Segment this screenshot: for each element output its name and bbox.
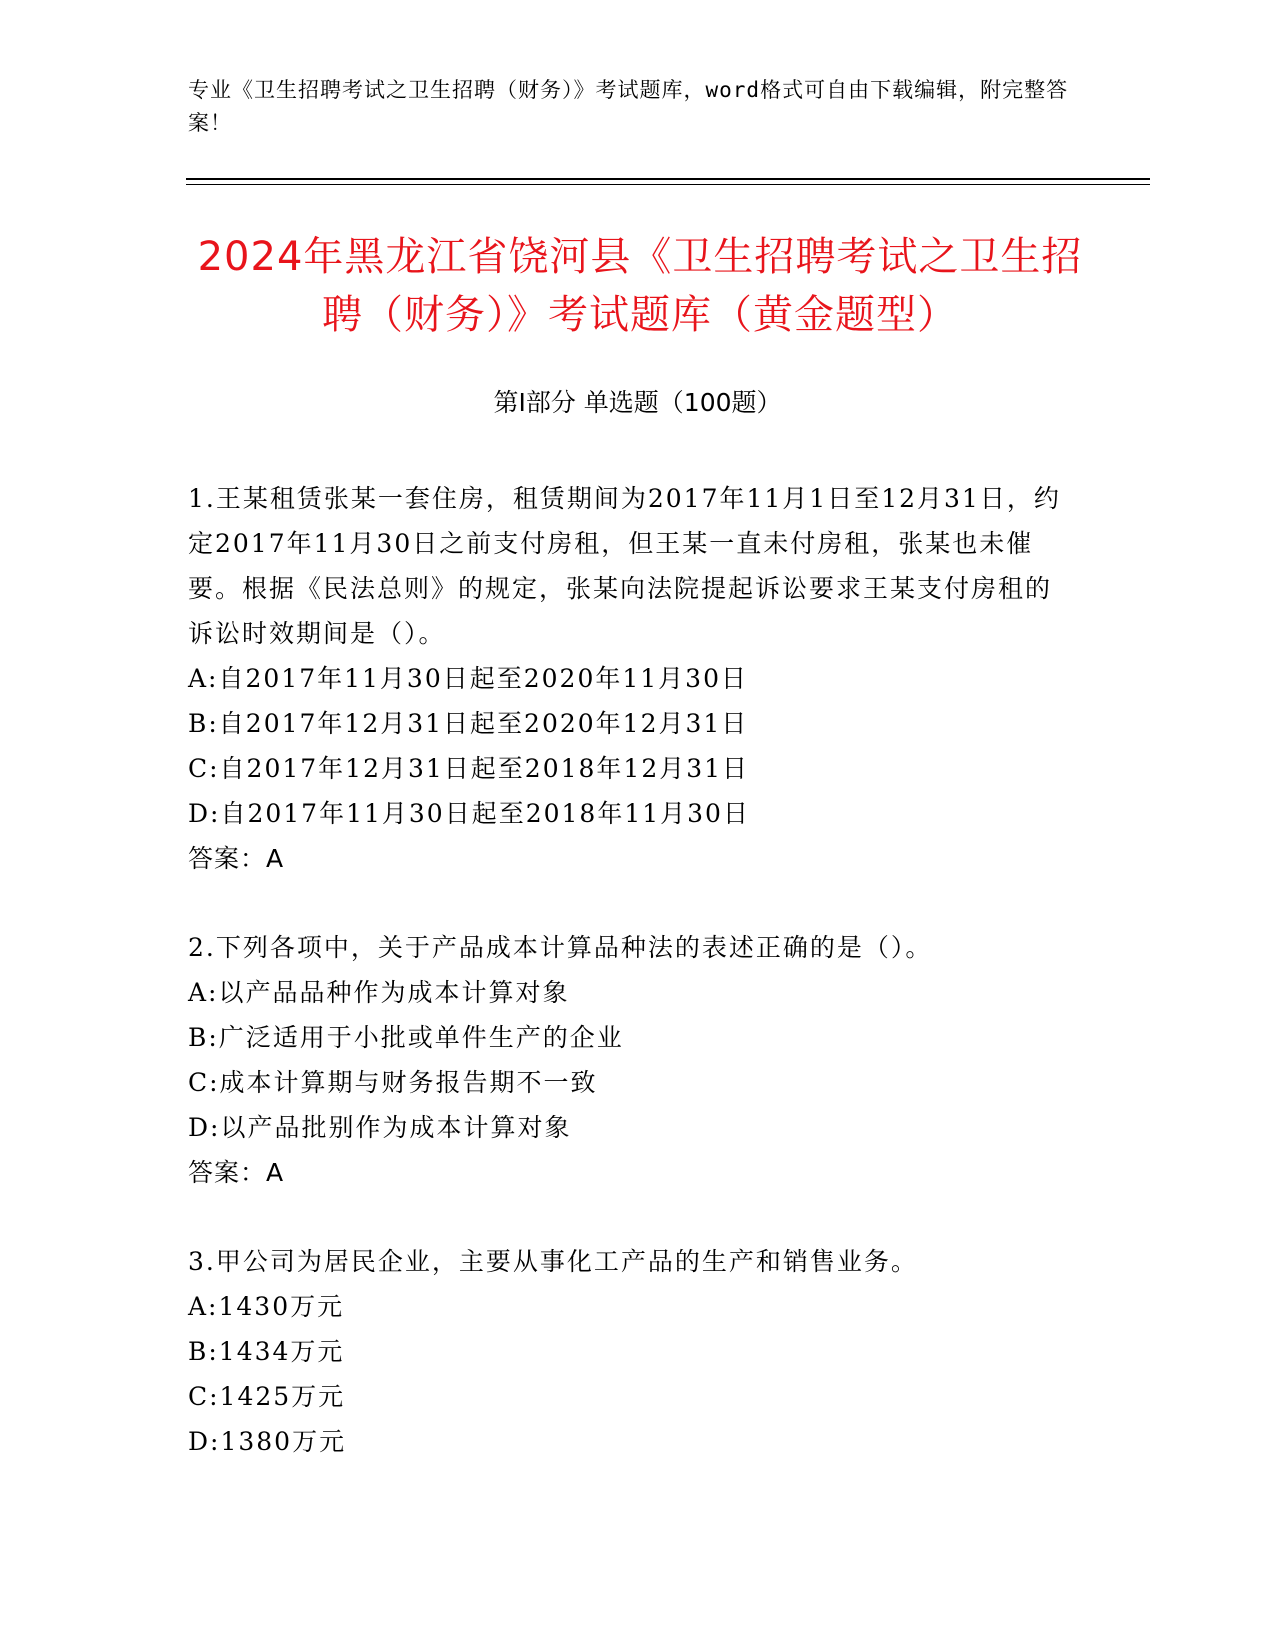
question-stem: 1.王某租赁张某一套住房，租赁期间为2017年11月1日至12月31日，约定2017年11月30日之前支付房租，但王某一直未付房租，张某也未催要。根据《民法总则》的规定，张某向法院提起诉讼要求王某支付房租的诉讼时效期间是（）。 <box>188 484 1061 648</box>
option-d: D:自2017年11月30日起至2018年11月30日 <box>188 799 750 828</box>
option-a: A:自2017年11月30日起至2020年11月30日 <box>188 664 748 693</box>
answer-line: 答案：A <box>188 844 285 873</box>
header-rule-thick <box>186 178 1150 180</box>
question-list <box>188 476 1078 1508</box>
option-a: A:1430万元 <box>188 1292 345 1321</box>
header-note: 专业《卫生招聘考试之卫生招聘（财务）》考试题库，word格式可自由下载编辑，附完整答案！ <box>188 78 1069 135</box>
question-2 <box>188 925 1078 1195</box>
option-b: B:自2017年12月31日起至2020年12月31日 <box>188 709 749 738</box>
option-c: C:成本计算期与财务报告期不一致 <box>188 1068 598 1097</box>
header-rule-thin <box>186 184 1150 185</box>
answer-line: 答案：A <box>188 1158 285 1187</box>
question-3 <box>188 1239 1078 1464</box>
question-stem: 2.下列各项中，关于产品成本计算品种法的表述正确的是（）。 <box>188 933 933 962</box>
option-d: D:以产品批别作为成本计算对象 <box>188 1113 572 1142</box>
option-b: B:1434万元 <box>188 1337 345 1366</box>
document-title: 2024年黑龙江省饶河县《卫生招聘考试之卫生招聘（财务）》考试题库（黄金题型） <box>197 234 1083 338</box>
section-title: 第Ⅰ部分 单选题（100题） <box>493 388 782 417</box>
option-c: C:1425万元 <box>188 1382 346 1411</box>
option-b: B:广泛适用于小批或单件生产的企业 <box>188 1023 624 1052</box>
option-a: A:以产品品种作为成本计算对象 <box>188 978 570 1007</box>
option-c: C:自2017年12月31日起至2018年12月31日 <box>188 754 750 783</box>
question-stem: 3.甲公司为居民企业，主要从事化工产品的生产和销售业务。 <box>188 1247 918 1276</box>
question-1 <box>188 476 1078 881</box>
option-d: D:1380万元 <box>188 1427 347 1456</box>
